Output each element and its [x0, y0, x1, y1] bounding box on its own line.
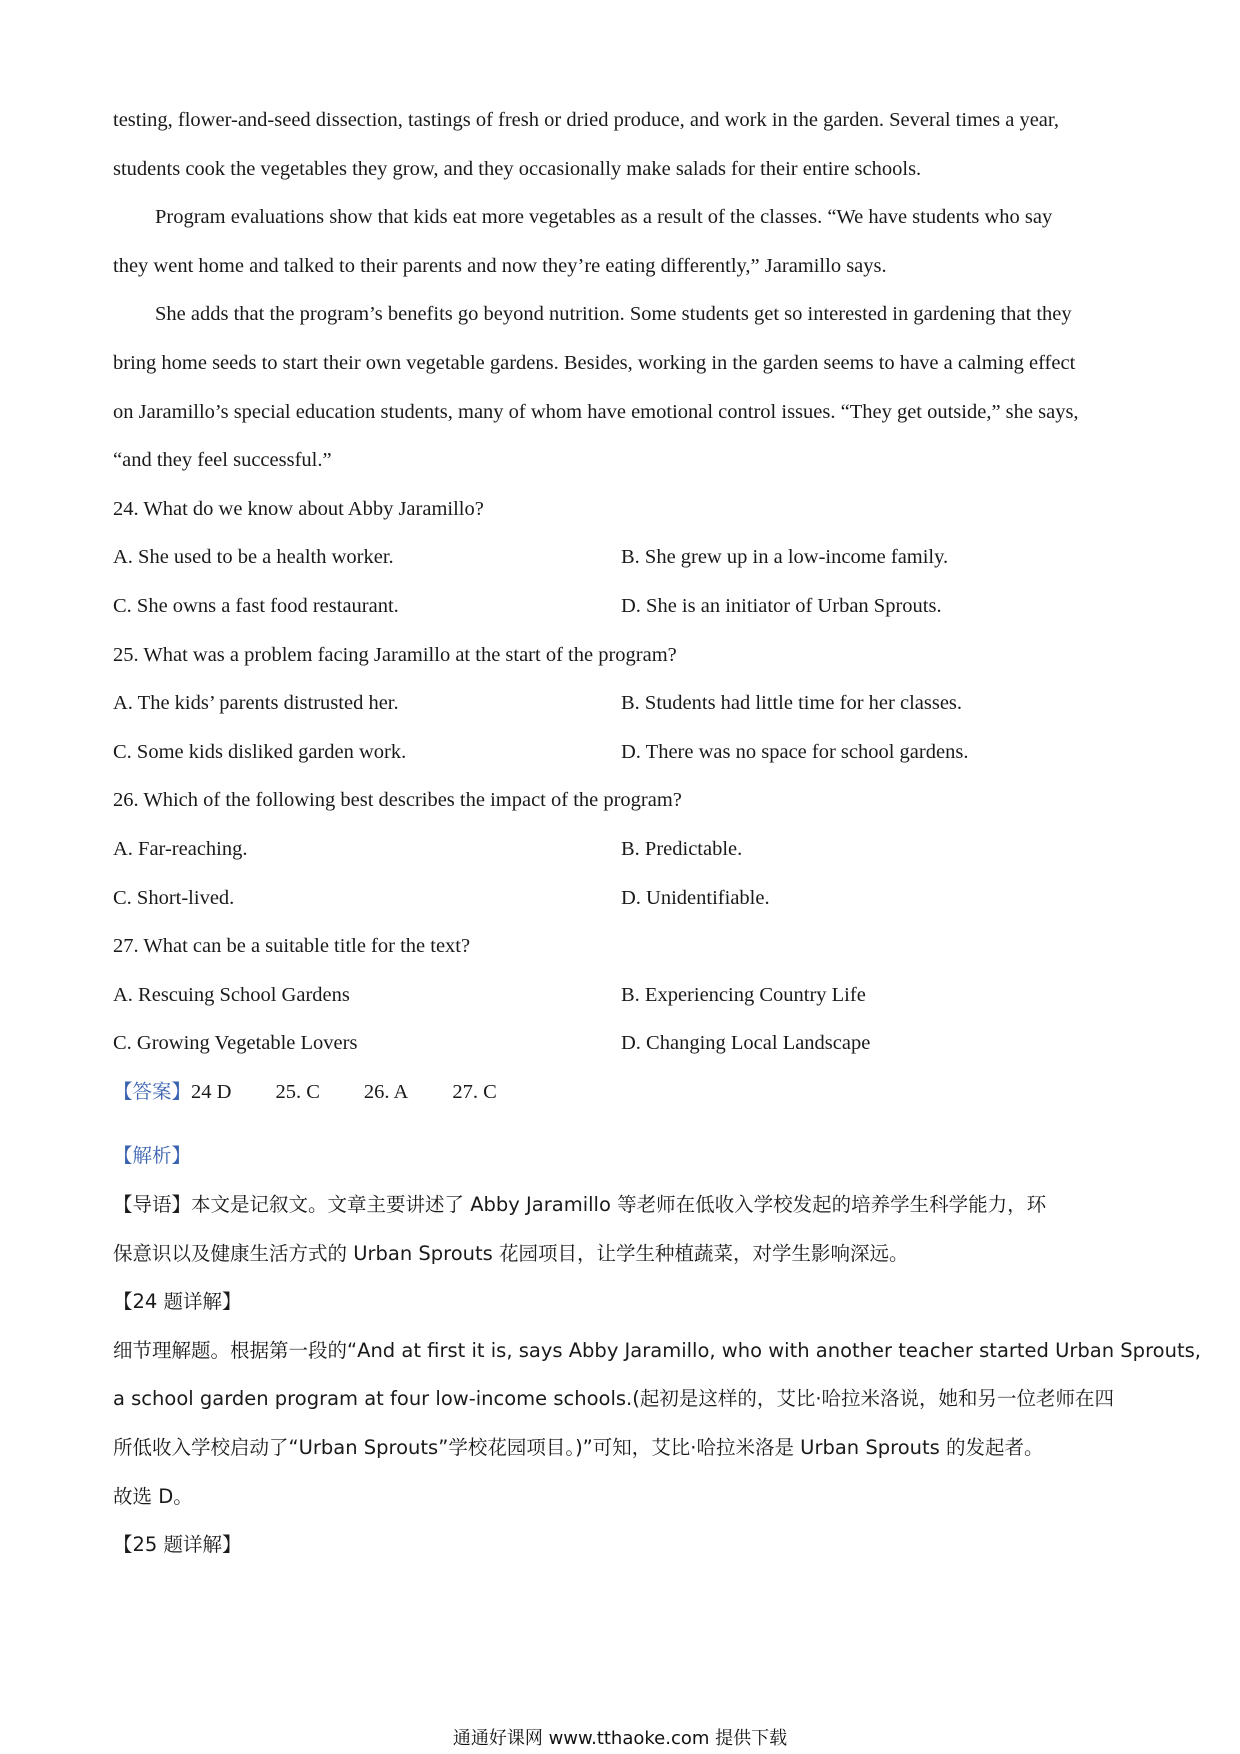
passage-line: bring home seeds to start their own vegetable gardens. Besides, working in the garden seems to have a calming effect	[113, 351, 1076, 374]
option-b: B. Experiencing Country Life	[621, 983, 866, 1006]
question-stem: 27. What can be a suitable title for the text?	[113, 935, 471, 958]
analysis-line: 【导语】本文是记叙文。文章主要讲述了 Abby Jaramillo 等老师在低收入学校发起的培养学生科学能力，环	[113, 1193, 1047, 1217]
question-stem: 25. What was a problem facing Jaramillo at the start of the program?	[113, 643, 677, 666]
analysis-line: a school garden program at four low-income schools.(起初是这样的，艾比·哈拉米洛说，她和另一位老师在四	[113, 1387, 1115, 1411]
question-stem: 24. What do we know about Abby Jaramillo?	[113, 497, 484, 520]
analysis-line: 【25 题详解】	[113, 1533, 242, 1557]
analysis-section	[113, 1132, 1201, 1569]
passage-line: “and they feel successful.”	[113, 449, 332, 472]
passage	[113, 96, 1133, 485]
option-c: C. Growing Vegetable Lovers	[113, 1032, 358, 1055]
passage-line: She adds that the program’s benefits go beyond nutrition. Some students get so interested in gardening that they	[155, 303, 1072, 326]
option-a: A. She used to be a health worker.	[113, 546, 394, 569]
question-24	[113, 485, 1133, 631]
analysis-line: 细节理解题。根据第一段的“And at first it is, says Abby Jaramillo, who with another teacher started Urban Sprouts,	[113, 1338, 1201, 1362]
passage-line: on Jaramillo’s special education students, many of whom have emotional control issues. “They get outside,” she says,	[113, 400, 1079, 423]
question-stem: 26. Which of the following best describes the impact of the program?	[113, 789, 682, 812]
passage-line: they went home and talked to their parents and now they’re eating differently,” Jaramillo says.	[113, 254, 887, 277]
passage-line: testing, flower-and-seed dissection, tastings of fresh or dried produce, and work in the garden. Several times a year,	[113, 109, 1060, 131]
answer-item: 25. C	[275, 1080, 320, 1103]
document-page	[113, 96, 1201, 1570]
option-d: D. Unidentifiable.	[621, 886, 770, 909]
analysis-line: 故选 D。	[113, 1484, 193, 1508]
answer-item: 24 D	[191, 1080, 232, 1103]
question-26	[113, 776, 1133, 922]
option-d: D. She is an initiator of Urban Sprouts.	[621, 594, 942, 617]
option-c: C. Short-lived.	[113, 886, 235, 909]
analysis-line: 保意识以及健康生活方式的 Urban Sprouts 花园项目，让学生种植蔬菜，对学生影响深远。	[113, 1241, 909, 1265]
option-c: C. Some kids disliked garden work.	[113, 740, 407, 763]
answer-label: 【答案】	[113, 1079, 192, 1103]
answer-item: 26. A	[363, 1080, 409, 1103]
answer-key	[113, 1068, 1133, 1117]
analysis-line: 所低收入学校启动了“Urban Sprouts”学校花园项目。)”可知，艾比·哈拉米洛是 Urban Sprouts 的发起者。	[113, 1436, 1044, 1460]
analysis-label: 【解析】	[113, 1144, 192, 1168]
passage-line: Program evaluations show that kids eat more vegetables as a result of the classes. “We have students who say	[155, 206, 1053, 229]
option-b: B. Predictable.	[621, 837, 743, 860]
option-b: B. She grew up in a low-income family.	[621, 546, 949, 569]
option-d: D. There was no space for school gardens.	[621, 740, 969, 763]
option-a: A. Rescuing School Gardens	[113, 983, 350, 1006]
option-d: D. Changing Local Landscape	[621, 1032, 871, 1055]
page-footer: 通通好课网 www.tthaoke.com 提供下载	[452, 1728, 788, 1749]
option-c: C. She owns a fast food restaurant.	[113, 594, 399, 617]
question-27	[113, 922, 1133, 1068]
option-b: B. Students had little time for her classes.	[621, 692, 963, 715]
question-25	[113, 631, 1133, 777]
option-a: A. The kids’ parents distrusted her.	[113, 692, 399, 715]
option-a: A. Far-reaching.	[113, 837, 248, 860]
analysis-line: 【24 题详解】	[113, 1290, 242, 1314]
passage-line: students cook the vegetables they grow, and they occasionally make salads for their entire schools.	[113, 157, 922, 180]
answer-item: 27. C	[452, 1080, 497, 1103]
